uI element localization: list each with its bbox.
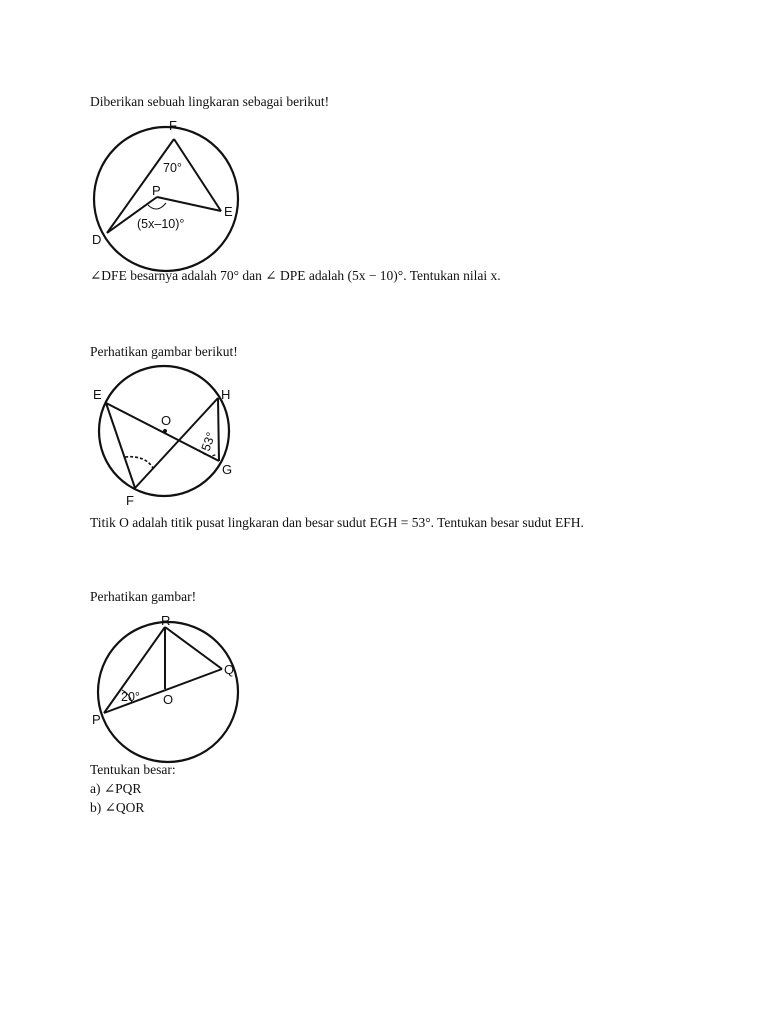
angle-label-53: 53° [198,430,219,454]
label-e: E [224,204,233,219]
label-f: F [126,493,134,508]
problem-2-question: Titik O adalah titik pusat lingkaran dan besar sudut EGH = 53°. Tentukan besar sudut EFH. [90,515,584,530]
problem-3-item-a: a) ∠PQR [90,781,142,796]
problem-3-item-b: b) ∠QOR [90,800,145,815]
label-e: E [93,387,102,402]
angle-label-20: 20° [121,690,140,704]
label-o: O [163,692,174,707]
label-p: P [92,712,101,727]
problem-1-intro: Diberikan sebuah lingkaran sebagai berikut! [90,94,330,109]
problem-3-intro: Perhatikan gambar! [90,589,197,604]
label-f: F [169,118,177,133]
problem-2-intro: Perhatikan gambar berikut! [90,344,238,359]
angle-label-70: 70° [163,161,182,175]
label-q: Q [224,662,235,677]
label-h: H [221,387,231,402]
label-g: G [222,462,233,477]
label-d: D [92,232,102,247]
label-o: O [161,413,172,428]
circle-figure-1 [85,115,255,270]
angle-label-5x-10: (5x–10)° [137,217,185,231]
label-r: R [161,613,171,628]
circle-figure-3 [85,610,255,765]
problem-3-task-heading: Tentukan besar: [90,762,176,777]
problem-1-question: ∠DFE besarnya adalah 70° dan ∠ DPE adalah (5x − 10)°. Tentukan nilai x. [90,268,501,283]
circle-figure-2 [85,362,255,512]
label-p: P [152,183,161,198]
